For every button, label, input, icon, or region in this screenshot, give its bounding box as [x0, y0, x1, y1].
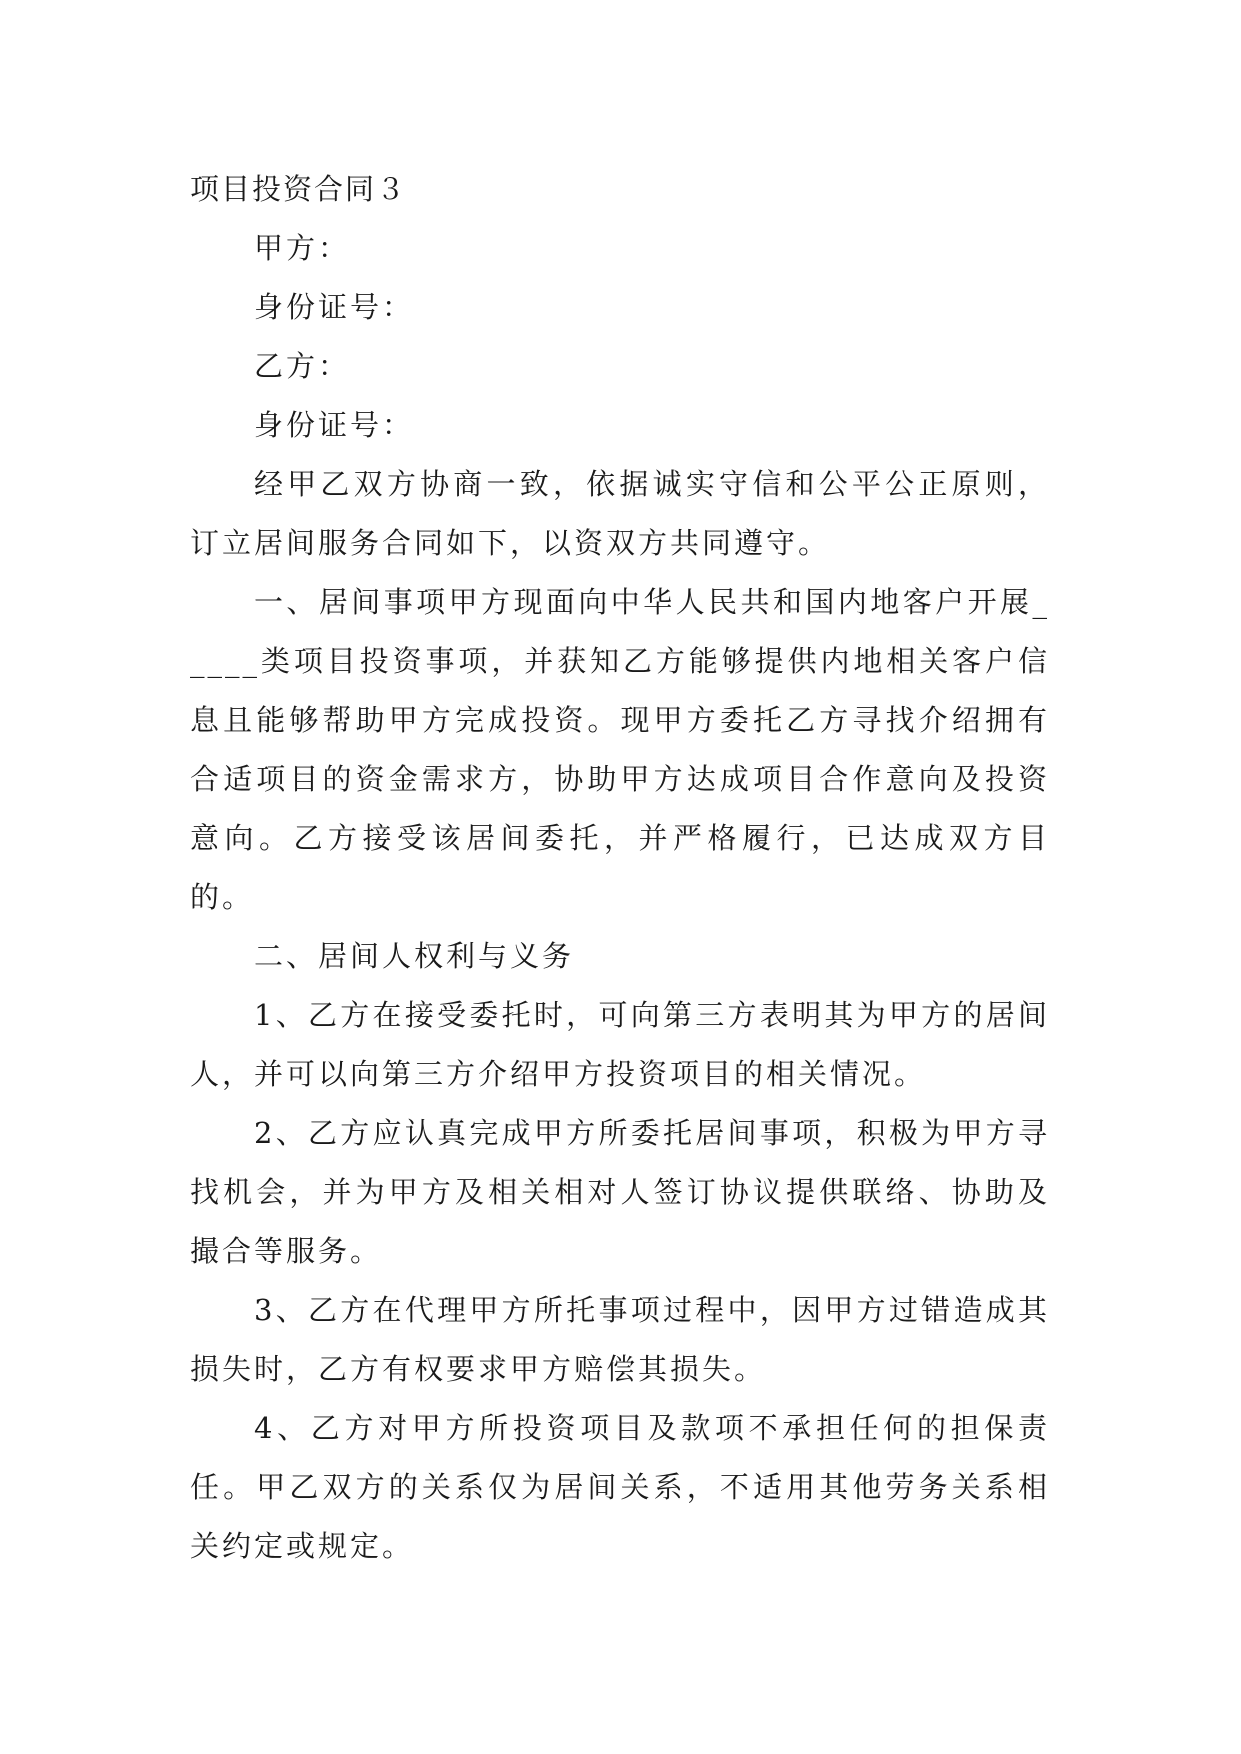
party-a-label: 甲方： — [254, 231, 351, 265]
party-b-label: 乙方： — [254, 349, 351, 383]
preamble-paragraph: 经甲乙双方协商一致，依据诚实守信和公平公正原则，订立居间服务合同如下，以资双方共同遵守。 — [190, 467, 1050, 560]
party-a-id-label: 身份证号： — [254, 290, 415, 324]
clause-4-paragraph: 4、乙方对甲方所投资项目及款项不承担任何的担保责任。甲乙双方的关系仅为居间关系，不适用其他劳务关系相关约定或规定。 — [190, 1411, 1050, 1563]
clause-1-paragraph: 1、乙方在接受委托时，可向第三方表明其为甲方的居间人，并可以向第三方介绍甲方投资项目的相关情况。 — [190, 998, 1050, 1091]
clause-2-paragraph: 2、乙方应认真完成甲方所委托居间事项，积极为甲方寻找机会，并为甲方及相关相对人签订协议提供联络、协助及撮合等服务。 — [190, 1116, 1050, 1268]
document-title: 项目投资合同３ — [190, 172, 408, 206]
party-b-id-label: 身份证号： — [254, 408, 415, 442]
section-1-paragraph: 一、居间事项甲方现面向中华人民共和国内地客户开展_____类项目投资事项，并获知乙方能够提供内地相关客户信息且能够帮助甲方完成投资。现甲方委托乙方寻找介绍拥有合适项目的资金需求方，协助甲方达成项目合作意向及投资意向。乙方接受该居间委托，并严格履行，已达成双方目的。 — [190, 585, 1050, 914]
clause-3-paragraph: 3、乙方在代理甲方所托事项过程中，因甲方过错造成其损失时，乙方有权要求甲方赔偿其损失。 — [190, 1293, 1050, 1386]
section-2-heading: 二、居间人权利与义务 — [254, 939, 575, 973]
document-body — [190, 160, 1050, 1576]
